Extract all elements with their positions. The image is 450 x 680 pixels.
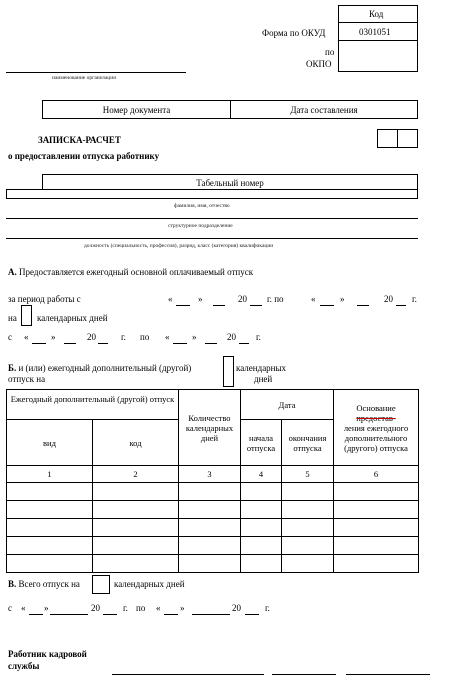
period-to-year-line[interactable] (396, 305, 406, 306)
hr-worker-label-line1: Работник кадровой (8, 649, 87, 659)
section-b-heading (8, 363, 191, 374)
table-cell[interactable] (179, 519, 241, 537)
table-cell[interactable] (282, 555, 334, 573)
total-to-month-line[interactable] (192, 614, 230, 615)
table-cell[interactable] (241, 483, 282, 501)
total-from-close-quote: » (44, 603, 49, 613)
main-leave-to-close-quote: » (192, 332, 197, 342)
total-from-open-quote: « (21, 603, 26, 613)
period-to-open-quote: « (311, 294, 316, 304)
table-cell[interactable] (93, 519, 179, 537)
total-from-day-line[interactable] (29, 614, 43, 615)
hr-name-line[interactable] (346, 674, 430, 675)
period-from-year-suffix (267, 294, 284, 305)
okud-code: 0301051 (359, 27, 391, 37)
col-basis-line2: предостав- (356, 412, 396, 423)
section-a-heading (8, 267, 253, 278)
okpo-label-po: по (325, 47, 335, 57)
main-leave-to-year-prefix: 20 (227, 332, 236, 342)
table-cell[interactable] (334, 555, 419, 573)
department-caption: структурное подразделение (168, 223, 233, 229)
table-cell[interactable] (93, 555, 179, 573)
position-caption: должность (специальность, профессия), разряд, класс (категория) квалификации (84, 243, 274, 249)
period-from-close-quote: » (198, 294, 203, 304)
col-number-2: 2 (93, 466, 179, 483)
total-from-year-line[interactable] (103, 614, 117, 615)
table-cell[interactable] (334, 501, 419, 519)
period-to-month-line[interactable] (357, 305, 369, 306)
table-cell[interactable] (282, 483, 334, 501)
col-vid-header: вид (7, 420, 93, 466)
section-b-heading-line2: отпуск на (8, 374, 46, 384)
section-a-text: Предоставляется ежегодный основной оплачиваемый отпуск (19, 267, 254, 277)
main-leave-days-box[interactable] (21, 305, 32, 326)
period-po-label: по (274, 294, 284, 304)
table-cell[interactable] (334, 483, 419, 501)
table-row[interactable] (7, 483, 419, 501)
doc-date-header: Дата составления (290, 105, 358, 115)
period-from-year-prefix: 20 (238, 294, 247, 304)
table-cell[interactable] (282, 501, 334, 519)
tab-number-value-cell[interactable] (6, 189, 418, 199)
okpo-label: ОКПО (306, 59, 332, 69)
extra-leave-table (6, 389, 419, 573)
column-number-row (7, 466, 419, 483)
form-title: ЗАПИСКА-РАСЧЕТ (38, 135, 121, 145)
table-cell[interactable] (179, 555, 241, 573)
table-cell[interactable] (7, 537, 93, 555)
main-leave-from-year-line[interactable] (98, 343, 108, 344)
table-cell[interactable] (179, 501, 241, 519)
total-from-g: г. (123, 603, 128, 613)
hr-signature-line[interactable] (272, 674, 336, 675)
main-leave-po: по (140, 332, 150, 342)
section-c-text: Всего отпуск на (18, 579, 80, 589)
main-leave-from-open-quote: « (24, 332, 29, 342)
table-row[interactable] (7, 555, 419, 573)
main-leave-from-day-line[interactable] (32, 343, 46, 344)
col-start-header: начала отпуска (241, 420, 282, 466)
period-to-close-quote: » (340, 294, 345, 304)
main-leave-to-day-line[interactable] (173, 343, 187, 344)
table-cell[interactable] (179, 483, 241, 501)
doc-date-value-cell[interactable] (397, 129, 418, 148)
col-number-1: 1 (7, 466, 93, 483)
table-cell[interactable] (7, 501, 93, 519)
doc-number-header: Номер документа (102, 105, 171, 115)
period-label: за период работы с (8, 294, 81, 304)
total-leave-days-box[interactable] (92, 575, 110, 594)
total-to-g: г. (265, 603, 270, 613)
col-number-5: 5 (282, 466, 334, 483)
period-from-year-line[interactable] (250, 305, 262, 306)
doc-number-value-cell[interactable] (377, 129, 398, 148)
period-to-day-line[interactable] (320, 305, 334, 306)
main-leave-from-g: г. (121, 332, 126, 342)
section-b-text: и (или) ежегодный дополнительный (другой) (18, 363, 192, 373)
period-from-g: г. (267, 294, 272, 304)
period-from-day-line[interactable] (176, 305, 190, 306)
table-row[interactable] (7, 501, 419, 519)
section-c-heading (8, 579, 80, 590)
hr-worker-label-line2: службы (8, 661, 40, 671)
table-cell[interactable] (241, 501, 282, 519)
table-cell[interactable] (93, 537, 179, 555)
main-leave-from-s: с (8, 332, 12, 342)
period-from-open-quote: « (168, 294, 173, 304)
table-cell[interactable] (241, 537, 282, 555)
total-from-year-prefix: 20 (91, 603, 100, 613)
section-b-letter: Б. (8, 363, 17, 373)
table-cell[interactable] (93, 483, 179, 501)
tab-number-header: Табельный номер (196, 178, 264, 188)
main-leave-na: на (8, 313, 17, 323)
period-to-g: г. (412, 294, 417, 304)
period-to-year-prefix: 20 (384, 294, 393, 304)
col-basis-line1: Основание (356, 402, 396, 413)
total-po: по (136, 603, 146, 613)
main-leave-from-year-prefix: 20 (87, 332, 96, 342)
extra-leave-days-label-2: дней (254, 374, 273, 384)
table-cell[interactable] (241, 519, 282, 537)
table-cell[interactable] (7, 519, 93, 537)
col-number-3: 3 (179, 466, 241, 483)
table-cell[interactable] (179, 537, 241, 555)
table-cell[interactable] (7, 555, 93, 573)
main-leave-from-month-line[interactable] (64, 343, 76, 344)
table-cell[interactable] (334, 537, 419, 555)
org-name-line[interactable] (6, 72, 186, 73)
table-row[interactable] (7, 537, 419, 555)
col-basis-line3: ления ежегодного дополнительного (другого) отпуска (343, 422, 409, 453)
fio-caption: фамилия, имя, отчество (174, 203, 230, 209)
total-to-day-line[interactable] (164, 614, 178, 615)
okpo-code-cell[interactable] (338, 40, 418, 72)
col-number-6: 6 (334, 466, 419, 483)
total-leave-days-label: календарных дней (114, 579, 185, 589)
col-qty-header: Количество календарных дней (179, 390, 241, 466)
department-line[interactable] (6, 218, 418, 219)
main-leave-to-month-line[interactable] (205, 343, 217, 344)
extra-leave-days-label-1: календарных (236, 363, 287, 373)
org-caption: наименование организации (52, 75, 117, 81)
col-date-group-header: Дата (241, 390, 334, 420)
col-number-4: 4 (241, 466, 282, 483)
main-leave-from-close-quote: » (51, 332, 56, 342)
total-to-close-quote: » (180, 603, 185, 613)
total-to-open-quote: « (156, 603, 161, 613)
period-from-month-line[interactable] (213, 305, 225, 306)
main-leave-to-g: г. (256, 332, 261, 342)
col-type-group-header: Ежегодный дополнительный (другой) отпуск (7, 390, 179, 420)
section-c-letter: В. (8, 579, 17, 589)
section-a-letter: А. (8, 267, 17, 277)
total-from-month-line[interactable] (50, 614, 88, 615)
hr-position-line[interactable] (112, 674, 264, 675)
form-subtitle: о предоставлении отпуска работнику (8, 151, 160, 161)
total-to-year-prefix: 20 (232, 603, 241, 613)
extra-leave-days-box[interactable] (223, 356, 234, 387)
kod-label: Код (369, 9, 384, 19)
total-to-year-line[interactable] (245, 614, 259, 615)
table-cell[interactable] (282, 537, 334, 555)
main-leave-days-label: календарных дней (37, 313, 108, 323)
main-leave-to-year-line[interactable] (239, 343, 249, 344)
col-basis-header (334, 390, 419, 466)
table-cell[interactable] (7, 483, 93, 501)
okud-label: Форма по ОКУД (262, 28, 326, 38)
table-cell[interactable] (93, 501, 179, 519)
table-row[interactable] (7, 519, 419, 537)
main-leave-to-open-quote: « (165, 332, 170, 342)
position-line[interactable] (6, 238, 418, 239)
table-cell[interactable] (334, 519, 419, 537)
table-cell[interactable] (282, 519, 334, 537)
total-from-s: с (8, 603, 12, 613)
col-end-header: окончания отпуска (282, 420, 334, 466)
col-kod-header: код (93, 420, 179, 466)
table-cell[interactable] (241, 555, 282, 573)
